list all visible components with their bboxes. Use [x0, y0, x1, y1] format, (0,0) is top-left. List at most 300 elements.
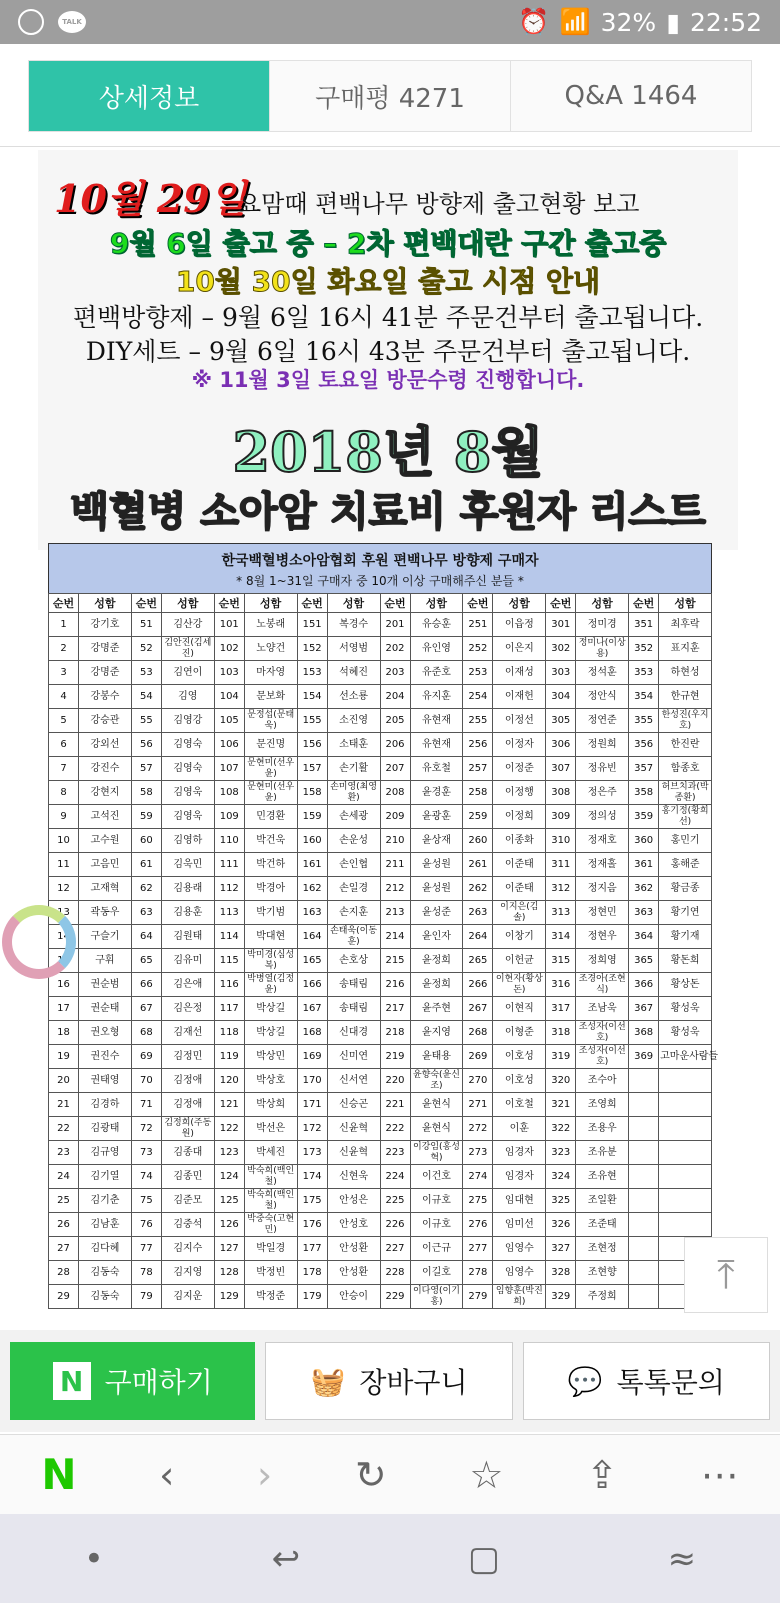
donor-number: 64 [131, 925, 161, 949]
donor-number: 268 [463, 1021, 493, 1045]
donor-name: 조현정 [576, 1237, 629, 1261]
donor-name: 김영하 [161, 829, 214, 853]
donor-number [629, 1189, 659, 1213]
donor-number: 110 [214, 829, 244, 853]
table-row [49, 1213, 712, 1237]
table-row [49, 613, 712, 637]
donor-name: 조성자(이선호) [576, 1045, 629, 1069]
donor-number: 15 [49, 949, 79, 973]
col-name-header: 성함 [410, 594, 463, 613]
donor-name: 문정섭(문태욱) [244, 709, 297, 733]
dot-icon[interactable]: • [83, 1538, 104, 1579]
donor-number: 12 [49, 877, 79, 901]
donor-number: 276 [463, 1213, 493, 1237]
donor-name: 유인영 [410, 637, 463, 661]
donor-number: 218 [380, 1021, 410, 1045]
donor-number: 73 [131, 1141, 161, 1165]
donor-number: 312 [546, 877, 576, 901]
donor-number: 271 [463, 1093, 493, 1117]
donor-name: 임영수 [493, 1237, 546, 1261]
donor-number: 329 [546, 1285, 576, 1309]
donor-name: 정연준 [576, 709, 629, 733]
forward-icon[interactable]: › [257, 1452, 273, 1497]
donor-name: 안성환 [327, 1261, 380, 1285]
donor-number: 217 [380, 997, 410, 1021]
donor-name: 이은지 [493, 637, 546, 661]
donor-number: 154 [297, 685, 327, 709]
donor-name: 이지은(김솔) [493, 901, 546, 925]
donor-name: 이준태 [493, 853, 546, 877]
donor-name: 김정애 [161, 1069, 214, 1093]
donor-name [659, 1189, 712, 1213]
donor-number: 306 [546, 733, 576, 757]
donor-number: 179 [297, 1285, 327, 1309]
donor-name: 허브치과(박종환) [659, 781, 712, 805]
donor-number: 351 [629, 613, 659, 637]
donor-number: 17 [49, 997, 79, 1021]
donor-name: 김유미 [161, 949, 214, 973]
donor-number: 70 [131, 1069, 161, 1093]
donor-table [48, 543, 719, 1309]
table-row [49, 1285, 712, 1309]
refresh-icon[interactable]: ↻ [354, 1452, 387, 1497]
donor-number: 260 [463, 829, 493, 853]
donor-name: 박건하 [244, 853, 297, 877]
col-num-header: 순번 [131, 594, 161, 613]
donor-name: 김다혜 [79, 1237, 132, 1261]
cart-button[interactable] [265, 1342, 512, 1420]
donor-name: 윤현식 [410, 1117, 463, 1141]
donor-number: 207 [380, 757, 410, 781]
donor-number: 301 [546, 613, 576, 637]
donor-number: 152 [297, 637, 327, 661]
donor-number: 368 [629, 1021, 659, 1045]
donor-number: 363 [629, 901, 659, 925]
donor-grid [48, 593, 719, 1309]
donor-name: 신윤혁 [327, 1141, 380, 1165]
donor-number: 369 [629, 1045, 659, 1069]
donor-name: 홍민기 [659, 829, 712, 853]
donor-number: 172 [297, 1117, 327, 1141]
donor-name: 강명준 [79, 637, 132, 661]
donor-number [629, 1141, 659, 1165]
donor-number: 302 [546, 637, 576, 661]
donor-number: 18 [49, 1021, 79, 1045]
donor-number: 201 [380, 613, 410, 637]
donor-number: 252 [463, 637, 493, 661]
donor-name: 김정애 [161, 1093, 214, 1117]
donor-number: 267 [463, 997, 493, 1021]
notice-line1: 요맘때 편백나무 방향제 출고현황 보고 [238, 190, 640, 218]
donor-name: 복경수 [327, 613, 380, 637]
battery-icon: ▮ [666, 7, 680, 37]
donor-name: 정현우 [576, 925, 629, 949]
donor-name: 권순태 [79, 997, 132, 1021]
donor-number: 361 [629, 853, 659, 877]
donor-number [629, 1093, 659, 1117]
donor-number: 354 [629, 685, 659, 709]
table-row [49, 1165, 712, 1189]
donor-number: 224 [380, 1165, 410, 1189]
donor-number: 212 [380, 877, 410, 901]
table-row [49, 1261, 712, 1285]
donor-name: 안승이 [327, 1285, 380, 1309]
donor-name: 석혜진 [327, 661, 380, 685]
donor-name: 김원태 [161, 925, 214, 949]
donor-number: 270 [463, 1069, 493, 1093]
donor-name: 이건호 [410, 1165, 463, 1189]
donor-name: 윤태용 [410, 1045, 463, 1069]
donor-number: 63 [131, 901, 161, 925]
donor-number: 353 [629, 661, 659, 685]
donor-name: 이재성 [493, 661, 546, 685]
donor-name: 정현민 [576, 901, 629, 925]
donor-name: 김종민 [161, 1165, 214, 1189]
donor-name: 고마운사람들 [659, 1045, 712, 1069]
table-row [49, 853, 712, 877]
donor-name: 김남훈 [79, 1213, 132, 1237]
donor-number: 352 [629, 637, 659, 661]
donor-number: 226 [380, 1213, 410, 1237]
donor-name: 신대경 [327, 1021, 380, 1045]
donor-name: 안성환 [327, 1237, 380, 1261]
donor-name: 황성욱 [659, 997, 712, 1021]
share-icon[interactable]: ⇪ [586, 1452, 618, 1497]
naver-home-icon[interactable]: N [41, 1450, 77, 1499]
donor-name: 이재헌 [493, 685, 546, 709]
tab-reviews[interactable]: 구매평 4271 [270, 61, 511, 131]
donor-number: 178 [297, 1261, 327, 1285]
donor-name: 박정빈 [244, 1261, 297, 1285]
col-num-header: 순번 [463, 594, 493, 613]
donor-number: 266 [463, 973, 493, 997]
donor-name: 윤향숙(윤신조) [410, 1069, 463, 1093]
detail-image [38, 150, 738, 1330]
donor-number: 121 [214, 1093, 244, 1117]
col-name-header: 성함 [244, 594, 297, 613]
donor-number: 274 [463, 1165, 493, 1189]
table-row [49, 925, 712, 949]
donor-name: 권오형 [79, 1021, 132, 1045]
donor-name: 노양건 [244, 637, 297, 661]
browser-toolbar [0, 1434, 780, 1514]
donor-name: 이강임(홍성혁) [410, 1141, 463, 1165]
tab-qna[interactable]: Q&A 1464 [511, 61, 751, 131]
donor-number: 115 [214, 949, 244, 973]
donor-number: 53 [131, 661, 161, 685]
donor-number: 6 [49, 733, 79, 757]
donor-number: 215 [380, 949, 410, 973]
donor-number: 124 [214, 1165, 244, 1189]
col-name-header: 성함 [79, 594, 132, 613]
donor-name: 황상돈 [659, 973, 712, 997]
back-icon[interactable]: ‹ [159, 1452, 175, 1497]
donor-name: 손인협 [327, 853, 380, 877]
col-name-header: 성함 [161, 594, 214, 613]
donor-name: 김중석 [161, 1213, 214, 1237]
donor-name: 정의성 [576, 805, 629, 829]
donor-name: 문보화 [244, 685, 297, 709]
donor-number [629, 1285, 659, 1309]
donor-name: 윤현식 [410, 1093, 463, 1117]
donor-number: 279 [463, 1285, 493, 1309]
donor-number: 60 [131, 829, 161, 853]
donor-number [629, 1213, 659, 1237]
home-swipe-icon[interactable]: ≈ [667, 1538, 697, 1579]
donor-number: 14 [49, 925, 79, 949]
donor-name: 표지훈 [659, 637, 712, 661]
donor-name: 이준태 [493, 877, 546, 901]
donor-number: 59 [131, 805, 161, 829]
donor-name: 노봉래 [244, 613, 297, 637]
donor-name: 안성호 [327, 1213, 380, 1237]
donor-number: 109 [214, 805, 244, 829]
donor-number: 19 [49, 1045, 79, 1069]
donor-number: 159 [297, 805, 327, 829]
donor-number: 117 [214, 997, 244, 1021]
col-num-header: 순번 [629, 594, 659, 613]
donor-number: 23 [49, 1141, 79, 1165]
donor-number: 55 [131, 709, 161, 733]
donor-number: 69 [131, 1045, 161, 1069]
donor-name: 박상희 [244, 1093, 297, 1117]
donor-number: 357 [629, 757, 659, 781]
table-row [49, 685, 712, 709]
talk-inquiry-button[interactable] [523, 1342, 770, 1420]
donor-number: 157 [297, 757, 327, 781]
donor-name: 강기호 [79, 613, 132, 637]
donor-number: 223 [380, 1141, 410, 1165]
donor-name: 정미경 [576, 613, 629, 637]
donor-number: 20 [49, 1069, 79, 1093]
donor-number: 102 [214, 637, 244, 661]
donor-name: 손미영(최영환) [327, 781, 380, 805]
donor-name: 박상민 [244, 1045, 297, 1069]
donor-name: 김기열 [79, 1165, 132, 1189]
donor-name: 손기활 [327, 757, 380, 781]
donor-number: 67 [131, 997, 161, 1021]
loading-spinner-icon [2, 905, 76, 979]
donor-name: 곽동우 [79, 901, 132, 925]
donor-name: 정재홀 [576, 853, 629, 877]
donor-name: 마자영 [244, 661, 297, 685]
donor-number: 168 [297, 1021, 327, 1045]
donor-number: 210 [380, 829, 410, 853]
tab-detail[interactable]: 상세정보 [29, 61, 270, 131]
donor-number: 11 [49, 853, 79, 877]
donor-name: 정희영 [576, 949, 629, 973]
donor-number: 158 [297, 781, 327, 805]
donor-name: 강명준 [79, 661, 132, 685]
col-name-header: 성함 [576, 594, 629, 613]
donor-name: 문진명 [244, 733, 297, 757]
donor-number: 303 [546, 661, 576, 685]
donor-number: 311 [546, 853, 576, 877]
donor-name: 조준태 [576, 1213, 629, 1237]
donor-number: 22 [49, 1117, 79, 1141]
donor-number: 112 [214, 877, 244, 901]
donor-name: 정석훈 [576, 661, 629, 685]
donor-number: 316 [546, 973, 576, 997]
notice-line4: 편백방향제 – 9월 6일 16시 41분 주문건부터 출고됩니다. [72, 303, 704, 332]
donor-number: 51 [131, 613, 161, 637]
donor-name: 김은정 [161, 997, 214, 1021]
star-icon[interactable]: ☆ [469, 1452, 504, 1497]
donor-name: 신서연 [327, 1069, 380, 1093]
donor-number: 104 [214, 685, 244, 709]
donor-name: 신미연 [327, 1045, 380, 1069]
donor-number: 262 [463, 877, 493, 901]
donor-number: 315 [546, 949, 576, 973]
chat-icon: 💬 [567, 1364, 603, 1398]
donor-number: 254 [463, 685, 493, 709]
donor-number: 259 [463, 805, 493, 829]
donor-name: 정원희 [576, 733, 629, 757]
donor-name: 윤성준 [410, 901, 463, 925]
donor-number: 170 [297, 1069, 327, 1093]
donor-name: 황성욱 [659, 1021, 712, 1045]
nav-back-icon[interactable]: ↩ [271, 1538, 301, 1579]
donor-number: 253 [463, 661, 493, 685]
donor-name: 조경아(조현식) [576, 973, 629, 997]
donor-number: 324 [546, 1165, 576, 1189]
donor-name: 박경아 [244, 877, 297, 901]
table-row [49, 973, 712, 997]
donor-name: 임영수 [493, 1261, 546, 1285]
donor-number: 28 [49, 1261, 79, 1285]
donor-number: 203 [380, 661, 410, 685]
donor-name: 김지운 [161, 1285, 214, 1309]
table-row [49, 1189, 712, 1213]
donor-name [659, 1069, 712, 1093]
donor-name: 윤광훈 [410, 805, 463, 829]
donor-number: 74 [131, 1165, 161, 1189]
donor-number: 118 [214, 1021, 244, 1045]
donor-name: 윤성원 [410, 853, 463, 877]
donor-number: 225 [380, 1189, 410, 1213]
donor-number: 308 [546, 781, 576, 805]
donor-name: 이호성 [493, 1045, 546, 1069]
donor-number: 10 [49, 829, 79, 853]
donor-name: 문현미(선우윤) [244, 781, 297, 805]
donor-name: 조유현 [576, 1165, 629, 1189]
donor-number: 4 [49, 685, 79, 709]
donor-name: 손운성 [327, 829, 380, 853]
donor-name: 소진영 [327, 709, 380, 733]
donor-name: 황금종 [659, 877, 712, 901]
donor-name: 권태영 [79, 1069, 132, 1093]
donor-number: 61 [131, 853, 161, 877]
donor-name: 이길호 [410, 1261, 463, 1285]
table-row [49, 709, 712, 733]
donor-name: 윤정희 [410, 949, 463, 973]
table-title: 한국백혈병소아암협회 후원 편백나무 방향제 구매자 [221, 553, 539, 569]
donor-number: 163 [297, 901, 327, 925]
donor-name: 김동숙 [79, 1285, 132, 1309]
donor-name: 김지수 [161, 1237, 214, 1261]
col-num-header: 순번 [49, 594, 79, 613]
donor-number: 77 [131, 1237, 161, 1261]
donor-number: 27 [49, 1237, 79, 1261]
donor-name: 구슬기 [79, 925, 132, 949]
donor-name: 임대현 [493, 1189, 546, 1213]
donor-name: 이형준 [493, 1021, 546, 1045]
recents-icon[interactable]: ▢ [467, 1538, 500, 1579]
donor-name [659, 1213, 712, 1237]
donor-number: 72 [131, 1117, 161, 1141]
donor-number: 202 [380, 637, 410, 661]
donor-number [629, 1237, 659, 1261]
donor-name: 박일경 [244, 1237, 297, 1261]
donor-number: 214 [380, 925, 410, 949]
buy-button[interactable] [10, 1342, 255, 1420]
basket-icon: 🧺 [310, 1364, 346, 1398]
donor-name: 강현지 [79, 781, 132, 805]
donor-name: 이규호 [410, 1189, 463, 1213]
donor-name: 이헌균 [493, 949, 546, 973]
donor-number [629, 1261, 659, 1285]
donor-number: 319 [546, 1045, 576, 1069]
donor-name [659, 1093, 712, 1117]
donor-name: 박기범 [244, 901, 297, 925]
donor-number: 1 [49, 613, 79, 637]
donor-number: 176 [297, 1213, 327, 1237]
donor-number: 356 [629, 733, 659, 757]
arrow-up-icon: ⤒ [717, 1252, 735, 1298]
donor-name: 김영 [161, 685, 214, 709]
donor-number: 213 [380, 901, 410, 925]
more-icon[interactable]: ⋯ [700, 1452, 739, 1497]
scroll-top-button[interactable] [684, 1237, 768, 1313]
table-subtitle: * 8월 1~31일 구매자 중 10개 이상 구매해주신 분들 * [236, 574, 524, 588]
donor-number: 5 [49, 709, 79, 733]
donor-name [659, 1117, 712, 1141]
col-name-header: 성함 [493, 594, 546, 613]
divider [0, 146, 780, 147]
donor-number: 65 [131, 949, 161, 973]
donor-number: 355 [629, 709, 659, 733]
donor-number: 123 [214, 1141, 244, 1165]
table-row [49, 1021, 712, 1045]
donor-name: 임경자 [493, 1141, 546, 1165]
donor-number: 360 [629, 829, 659, 853]
donor-name: 고재혁 [79, 877, 132, 901]
product-tabs [28, 60, 752, 132]
donor-number: 111 [214, 853, 244, 877]
table-row [49, 1045, 712, 1069]
donor-number: 66 [131, 973, 161, 997]
donor-name: 손지훈 [327, 901, 380, 925]
donor-name: 고수원 [79, 829, 132, 853]
donor-name: 임향훈(박진희) [493, 1285, 546, 1309]
donor-name: 조수아 [576, 1069, 629, 1093]
donor-number: 165 [297, 949, 327, 973]
donor-name: 유지훈 [410, 685, 463, 709]
donor-number: 322 [546, 1117, 576, 1141]
donor-number: 155 [297, 709, 327, 733]
donor-name: 박선은 [244, 1117, 297, 1141]
donor-name: 김종대 [161, 1141, 214, 1165]
naver-pay-icon: N [53, 1362, 91, 1400]
donor-name: 김은애 [161, 973, 214, 997]
donor-name: 문현미(선우윤) [244, 757, 297, 781]
col-name-header: 성함 [659, 594, 712, 613]
donor-number: 275 [463, 1189, 493, 1213]
donor-name: 선소룡 [327, 685, 380, 709]
donor-name: 강외선 [79, 733, 132, 757]
donor-name: 김산강 [161, 613, 214, 637]
donor-name [659, 1165, 712, 1189]
